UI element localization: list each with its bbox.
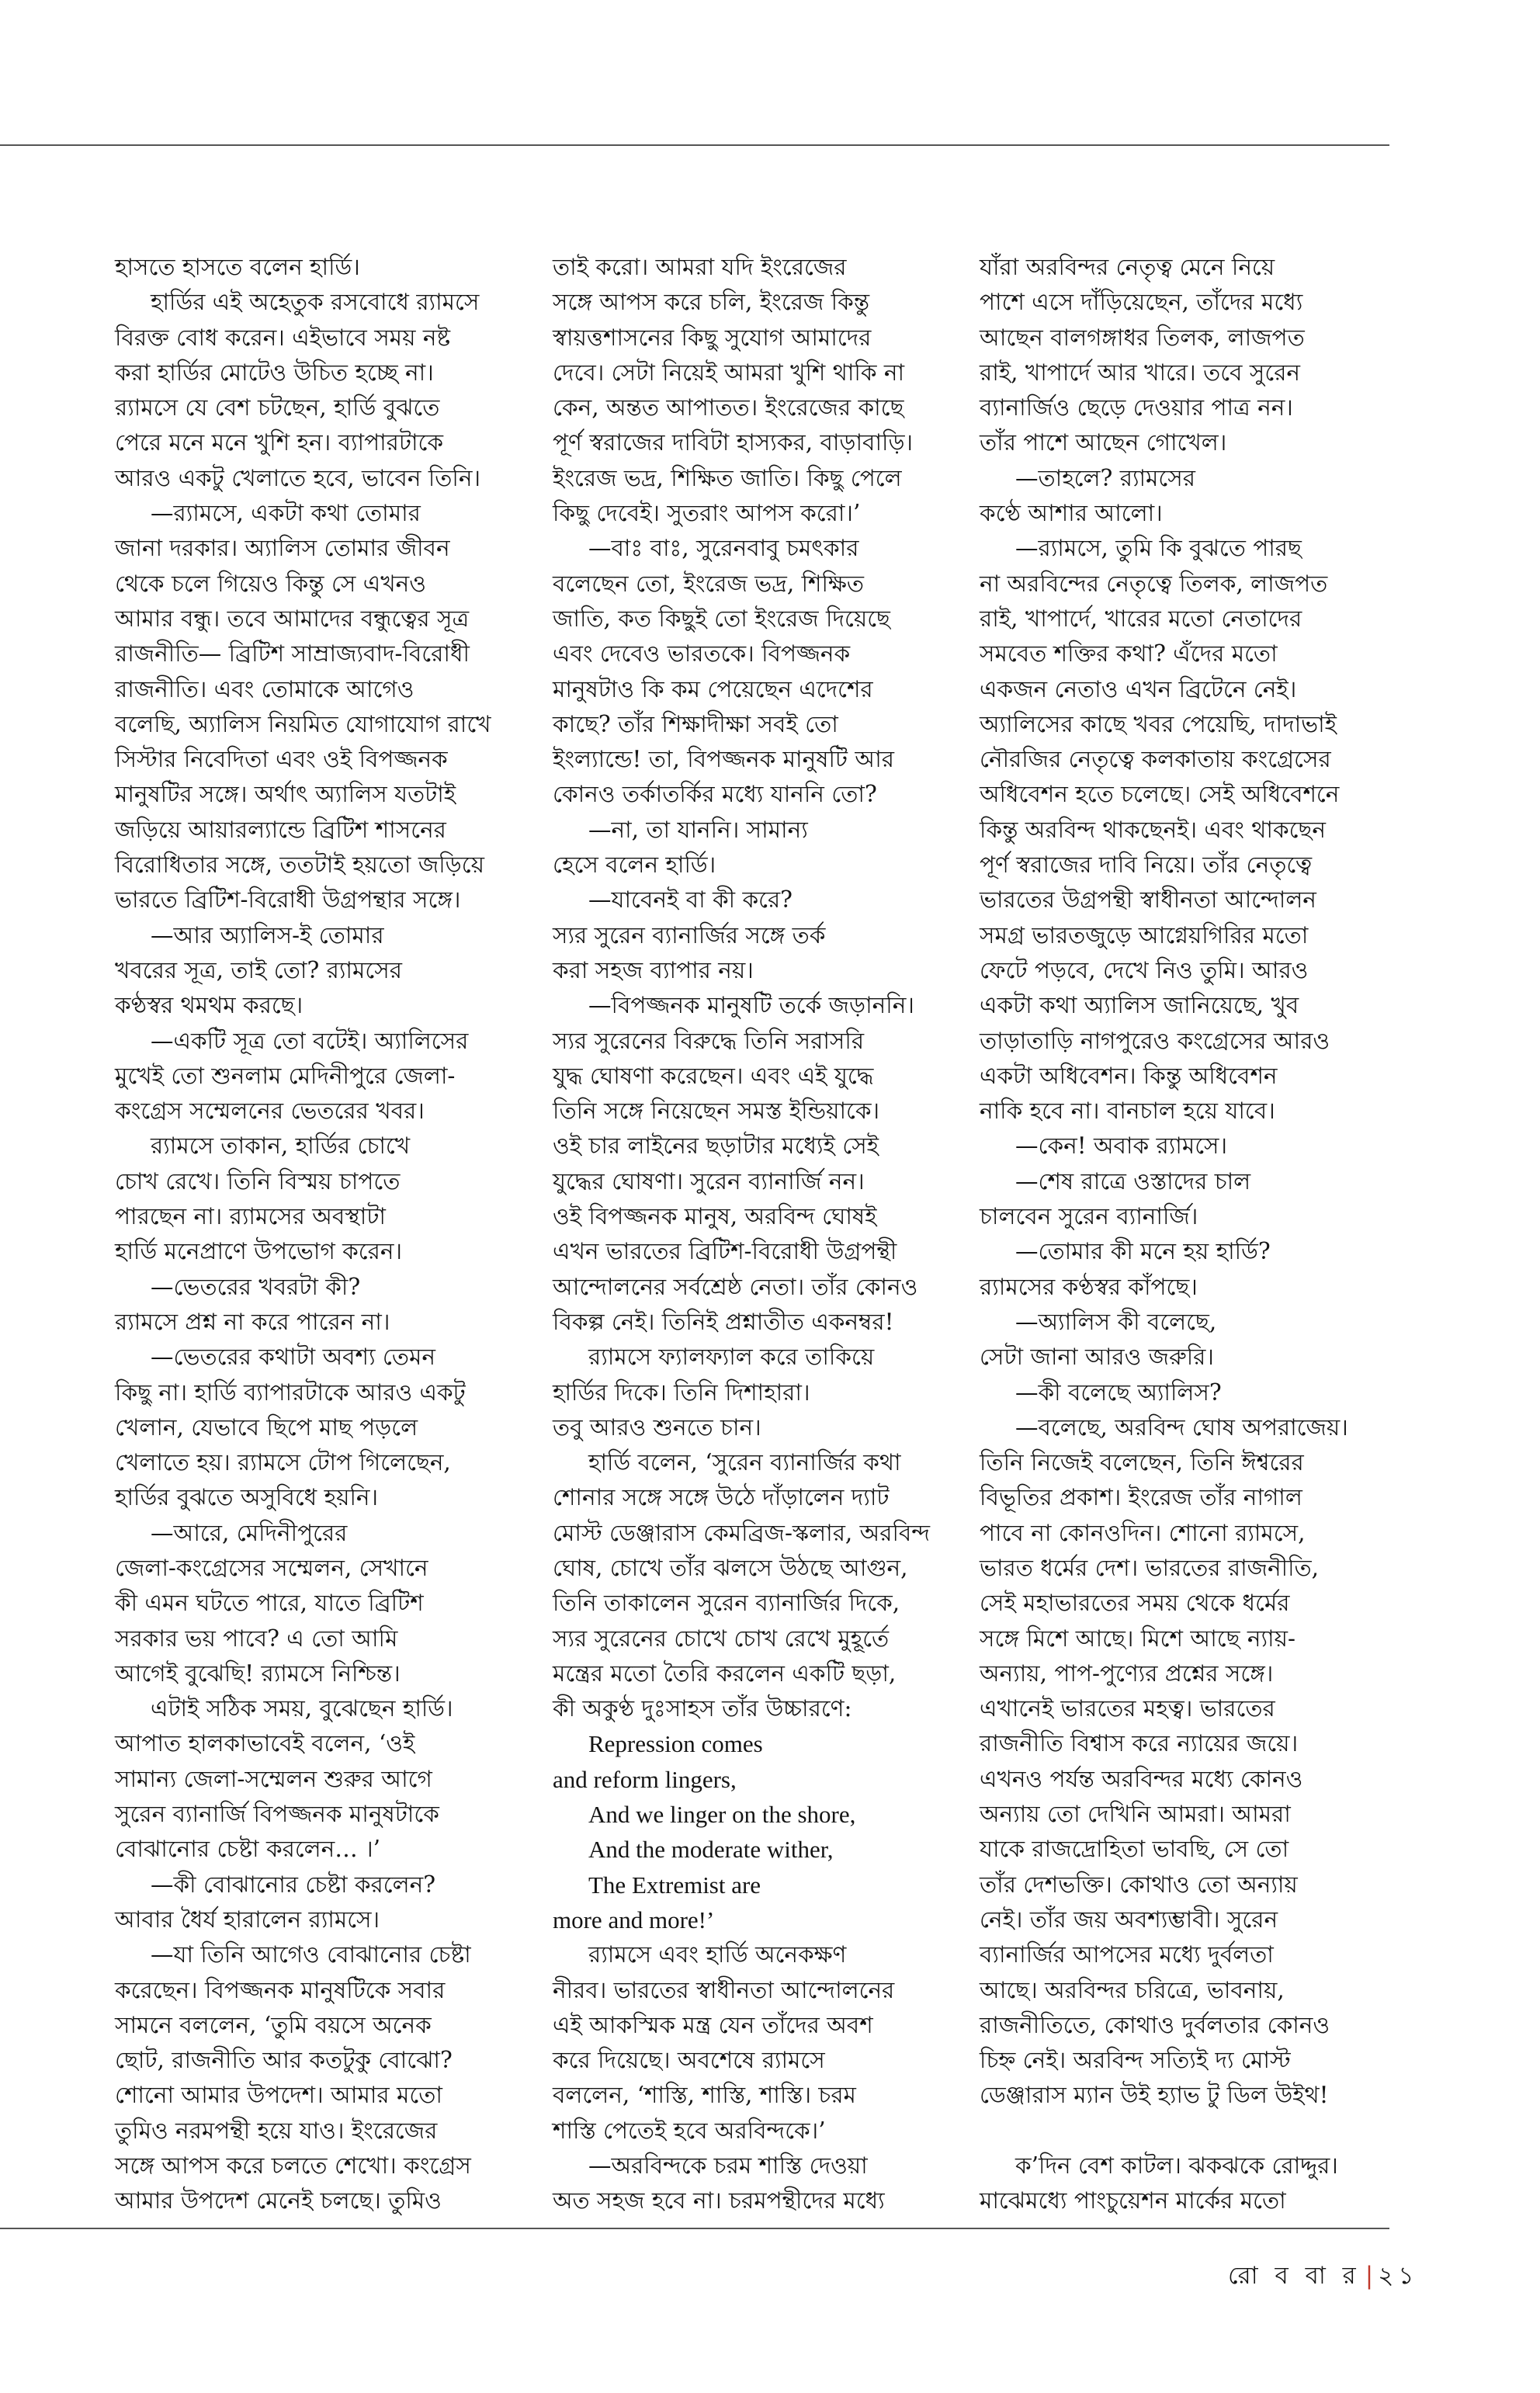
- text-line: সঙ্গে আপস করে চলি, ইংরেজ কিন্তু: [553, 289, 870, 316]
- text-line: সমবেত শক্তির কথা? এঁদের মতো: [980, 640, 1278, 668]
- text-line: এখনও পর্যন্ত অরবিন্দর মধ্যে কোনও: [980, 1765, 1303, 1792]
- text-line: শোনার সঙ্গে সঙ্গে উঠে দাঁড়ালেন দ্যাট: [553, 1484, 890, 1511]
- text-line: রাজনীতি বিশ্বাস করে ন্যায়ের জয়ে।: [980, 1730, 1299, 1757]
- text-line: ভারত ধর্মের দেশ। ভারতের রাজনীতি,: [980, 1554, 1320, 1581]
- text-line: থেকে চলে গিয়েও কিন্তু সে এখনও: [115, 570, 426, 597]
- text-line: র‍্যামসে তাকান, হার্ডির চোখে: [151, 1132, 411, 1160]
- text-line: —ভেতরের কথাটা অবশ্য তেমন: [151, 1344, 436, 1371]
- text-line: স্যর সুরেন ব্যানার্জির সঙ্গে তর্ক: [553, 921, 826, 949]
- text-line: সঙ্গে মিশে আছে। মিশে আছে ন্যায়-: [980, 1625, 1295, 1652]
- text-line: —কী বোঝানোর চেষ্টা করলেন?: [151, 1871, 436, 1898]
- text-column-3: [980, 250, 1391, 2219]
- text-line: —একটি সূত্র তো বটেই। অ্যালিসের: [151, 1027, 469, 1054]
- text-line: ওই চার লাইনের ছড়াটার মধ্যেই সেই: [553, 1132, 879, 1160]
- text-line: অত সহজ হবে না। চরমপন্থীদের মধ্যে: [553, 2187, 885, 2214]
- text-line: মানুষটাও কি কম পেয়েছেন এদেশের: [553, 675, 873, 702]
- text-line: সরকার ভয় পাবে? এ তো আমি: [115, 1625, 398, 1652]
- text-line: এটাই সঠিক সময়, বুঝেছেন হার্ডি।: [151, 1695, 453, 1722]
- text-line: হার্ডি মনেপ্রাণে উপভোগ করেন।: [115, 1238, 403, 1265]
- text-line: সুরেন ব্যানার্জি বিপজ্জনক মানুষটাকে: [115, 1801, 439, 1828]
- text-line: ভারতে ব্রিটিশ-বিরোধী উগ্রপন্থার সঙ্গে।: [115, 886, 461, 914]
- text-line: সেটা জানা আরও জরুরি।: [980, 1344, 1214, 1371]
- text-line: কিছু না। হার্ডি ব্যাপারটাকে আরও একটু: [115, 1379, 466, 1406]
- text-line: বোঝানোর চেষ্টা করলেন… ।’: [115, 1836, 381, 1863]
- text-line: সিস্টার নিবেদিতা এবং ওই বিপজ্জনক: [115, 746, 448, 773]
- text-line: কোনও তর্কাতর্কির মধ্যে যাননি তো?: [553, 781, 877, 808]
- text-line: Repression comes: [588, 1730, 763, 1758]
- text-line: ব্যানার্জির আপসের মধ্যে দুর্বলতা: [980, 1941, 1274, 1968]
- text-line: পারছেন না। র‍্যামসের অবস্থাটা: [115, 1203, 386, 1230]
- text-line: ফেটে পড়বে, দেখে নিও তুমি। আরও: [980, 956, 1309, 983]
- text-line: এবং দেবেও ভারতকে। বিপজ্জনক: [553, 640, 851, 668]
- bottom-rule: [0, 2228, 1389, 2229]
- text-line: ইংরেজ ভদ্র, শিক্ষিত জাতি। কিছু পেলে: [553, 464, 902, 491]
- text-line: এখানেই ভারতের মহত্ব। ভারতের: [980, 1695, 1275, 1722]
- text-line: যুদ্ধের ঘোষণা। সুরেন ব্যানার্জি নন।: [553, 1167, 865, 1195]
- text-line: ওই বিপজ্জনক মানুষ, অরবিন্দ ঘোষই: [553, 1203, 877, 1230]
- text-line: —র‍্যামসে, তুমি কি বুঝতে পারছ: [1015, 535, 1302, 562]
- text-line: নৌরজির নেতৃত্বে কলকাতায় কংগ্রেসের: [980, 746, 1331, 773]
- text-line: রাজনীতি। এবং তোমাকে আগেও: [115, 675, 414, 702]
- text-line: মাঝেমধ্যে পাংচুয়েশন মার্কের মতো: [980, 2187, 1286, 2214]
- text-line: ছোট, রাজনীতি আর কতটুকু বোঝো?: [115, 2047, 453, 2074]
- text-line: কী অকুণ্ঠ দুঃসাহস তাঁর উচ্চারণে:: [553, 1695, 852, 1722]
- text-line: ভারতের উগ্রপন্থী স্বাধীনতা আন্দোলন: [980, 886, 1316, 914]
- text-line: হার্ডি বলেন, ‘সুরেন ব্যানার্জির কথা: [588, 1449, 901, 1476]
- text-line: হার্ডির বুঝতে অসুবিধে হয়নি।: [115, 1484, 379, 1511]
- page-number: ২১: [1378, 2262, 1419, 2290]
- text-line: নাকি হবে না। বানচাল হয়ে যাবে।: [980, 1098, 1275, 1125]
- text-line: দেবে। সেটা নিয়েই আমরা খুশি থাকি না: [553, 359, 904, 386]
- text-line: বিকল্প নেই। তিনিই প্রশ্নাতীত একনম্বর!: [553, 1308, 894, 1335]
- text-line: more and more!’: [553, 1906, 715, 1933]
- text-line: আছেন বালগঙ্গাধর তিলক, লাজপত: [980, 324, 1305, 351]
- text-line: —অরবিন্দকে চরম শাস্তি দেওয়া: [588, 2152, 868, 2180]
- text-line: খেলান, যেভাবে ছিপে মাছ পড়লে: [115, 1413, 418, 1441]
- text-line: ক’দিন বেশ কাটল। ঝকঝকে রোদ্দুর।: [1015, 2152, 1338, 2180]
- text-line: তাঁর পাশে আছেন গোখেল।: [980, 429, 1227, 456]
- text-line: যাঁরা অরবিন্দর নেতৃত্ব মেনে নিয়ে: [980, 254, 1275, 280]
- text-line: চিহ্ন নেই। অরবিন্দ সত্যিই দ্য মোস্ট: [980, 2047, 1291, 2074]
- text-line: বলেছেন তো, ইংরেজ ভদ্র, শিক্ষিত: [553, 570, 864, 597]
- text-line: কেন, অন্তত আপাতত। ইংরেজের কাছে: [553, 394, 904, 421]
- text-line: তাড়াতাড়ি নাগপুরেও কংগ্রেসের আরও: [980, 1027, 1330, 1054]
- text-line: তুমিও নরমপন্থী হয়ে যাও। ইংরেজের: [115, 2117, 438, 2144]
- text-line: স্যর সুরেনের চোখে চোখ রেখে মুহূর্তে: [553, 1625, 890, 1652]
- text-line: আপাত হালকাভাবেই বলেন, ‘ওই: [115, 1730, 415, 1757]
- text-line: তিনি তাকালেন সুরেন ব্যানার্জির দিকে,: [553, 1590, 900, 1617]
- text-line: একজন নেতাও এখন ব্রিটেনে নেই।: [980, 675, 1297, 702]
- text-line: বিভূতির প্রকাশ। ইংরেজ তাঁর নাগাল: [980, 1484, 1302, 1511]
- page-footer: [1228, 2257, 1418, 2298]
- text-line: —বিপজ্জনক মানুষটি তর্কে জড়াননি।: [588, 992, 914, 1019]
- text-line: জাতি, কত কিছুই তো ইংরেজ দিয়েছে: [553, 605, 890, 632]
- text-line: তাই করো। আমরা যদি ইংরেজের: [553, 254, 847, 280]
- text-line: করে দিয়েছে। অবশেষে র‍্যামসে: [553, 2047, 825, 2074]
- text-line: হার্ডির এই অহেতুক রসবোধে র‍্যামসে: [151, 289, 480, 316]
- text-line: না অরবিন্দের নেতৃত্বে তিলক, লাজপত: [980, 570, 1328, 597]
- text-line: র‍্যামসে প্রশ্ন না করে পারেন না।: [115, 1308, 390, 1335]
- text-line: পূর্ণ স্বরাজের দাবিটা হাস্যকর, বাড়াবাড়ি।: [553, 429, 914, 456]
- text-line: আমার বন্ধু। তবে আমাদের বন্ধুত্বের সূত্র: [115, 605, 470, 632]
- text-line: আগেই বুঝেছি! র‍্যামসে নিশ্চিন্ত।: [115, 1659, 401, 1687]
- text-line: মানুষটির সঙ্গে। অর্থাৎ অ্যালিস যতটাই: [115, 781, 456, 808]
- text-line: পূর্ণ স্বরাজের দাবি নিয়ে। তাঁর নেতৃত্বে: [980, 851, 1313, 879]
- text-line: বিরক্ত বোধ করেন। এইভাবে সময় নষ্ট: [115, 324, 451, 351]
- text-line: And the moderate wither,: [588, 1836, 834, 1864]
- text-line: —অ্যালিস কী বলেছে,: [1015, 1308, 1217, 1335]
- text-line: —ভেতরের খবরটা কী?: [151, 1273, 361, 1300]
- text-column-1: [115, 250, 519, 2219]
- text-line: র‍্যামসে ফ্যালফ্যাল করে তাকিয়ে: [588, 1344, 875, 1371]
- text-line: জানা দরকার। অ্যালিস তোমার জীবন: [115, 535, 450, 562]
- text-line: অ্যালিসের কাছে খবর পেয়েছি, দাদাভাই: [980, 710, 1337, 737]
- text-line: —বলেছে, অরবিন্দ ঘোষ অপরাজেয়।: [1015, 1413, 1348, 1441]
- text-line: —বাঃ বাঃ, সুরেনবাবু চমৎকার: [588, 535, 859, 562]
- text-line: করা সহজ ব্যাপার নয়।: [553, 956, 754, 983]
- text-line: সঙ্গে আপস করে চলতে শেখো। কংগ্রেস: [115, 2152, 471, 2180]
- text-line: করেছেন। বিপজ্জনক মানুষটিকে সবার: [115, 1976, 446, 2003]
- text-line: রাজনীতি— ব্রিটিশ সাম্রাজ্যবাদ-বিরোধী: [115, 640, 470, 668]
- text-line: ডেঞ্জারাস ম্যান উই হ্যাভ টু ডিল উইথ!: [980, 2082, 1329, 2109]
- text-line: রাই, খাপার্দে, খারের মতো নেতাদের: [980, 605, 1302, 632]
- text-line: কিছু দেবেই। সুতরাং আপস করো।’: [553, 500, 861, 527]
- text-line: মোস্ট ডেঞ্জারাস কেমব্রিজ-স্কলার, অরবিন্দ: [553, 1519, 930, 1546]
- text-line: পেরে মনে মনে খুশি হন। ব্যাপারটাকে: [115, 429, 444, 456]
- text-line: পাবে না কোনওদিন। শোনো র‍্যামসে,: [980, 1519, 1306, 1546]
- text-line: নীরব। ভারতের স্বাধীনতা আন্দোলনের: [553, 1976, 895, 2003]
- text-line: And we linger on the shore,: [588, 1801, 856, 1829]
- top-rule: [0, 144, 1389, 146]
- text-line: —যাবেনই বা কী করে?: [588, 886, 793, 914]
- text-line: রাই, খাপার্দে আর খারে। তবে সুরেন: [980, 359, 1301, 386]
- text-line: নেই। তাঁর জয় অবশ্যম্ভাবী। সুরেন: [980, 1906, 1278, 1933]
- text-line: জেলা-কংগ্রেসের সম্মেলন, সেখানে: [115, 1554, 428, 1581]
- text-line: তাঁর দেশভক্তি। কোথাও তো অন্যায়: [980, 1871, 1298, 1898]
- text-line: সামান্য জেলা-সম্মেলন শুরুর আগে: [115, 1765, 432, 1792]
- text-line: আরও একটু খেলাতে হবে, ভাবেন তিনি।: [115, 464, 480, 491]
- text-line: শোনো আমার উপদেশ। আমার মতো: [115, 2082, 442, 2109]
- text-line: চোখ রেখে। তিনি বিস্ময় চাপতে: [115, 1167, 401, 1195]
- text-line: —তাহলে? র‍্যামসের: [1015, 464, 1196, 491]
- text-line: চালবেন সুরেন ব্যানার্জি।: [980, 1203, 1198, 1230]
- text-line: —তোমার কী মনে হয় হার্ডি?: [1015, 1238, 1271, 1265]
- text-line: তিনি সঙ্গে নিয়েছেন সমস্ত ইন্ডিয়াকে।: [553, 1098, 880, 1125]
- text-line: ইংল্যান্ডে! তা, বিপজ্জনক মানুষটি আর: [553, 746, 895, 773]
- text-line: রাজনীতিতে, কোথাও দুর্বলতার কোনও: [980, 2011, 1330, 2038]
- text-line: কংগ্রেস সম্মেলনের ভেতরের খবর।: [115, 1098, 425, 1125]
- text-line: অধিবেশন হতে চলেছে। সেই অধিবেশনে: [980, 781, 1340, 808]
- text-line: —র‍্যামসে, একটা কথা তোমার: [151, 500, 421, 527]
- text-line: মন্ত্রের মতো তৈরি করলেন একটি ছড়া,: [553, 1659, 897, 1687]
- text-line: সমগ্র ভারতজুড়ে আগ্নেয়গিরির মতো: [980, 921, 1309, 949]
- text-line: র‍্যামসে যে বেশ চটছেন, হার্ডি বুঝতে: [115, 394, 440, 421]
- text-line: পাশে এসে দাঁড়িয়েছেন, তাঁদের মধ্যে: [980, 289, 1303, 316]
- text-line: অন্যায় তো দেখিনি আমরা। আমরা: [980, 1801, 1291, 1828]
- text-line: স্যর সুরেনের বিরুদ্ধে তিনি সরাসরি: [553, 1027, 865, 1054]
- text-line: কণ্ঠস্বর থমথম করছে।: [115, 992, 303, 1019]
- text-line: জড়িয়ে আয়ারল্যান্ডে ব্রিটিশ শাসনের: [115, 816, 446, 843]
- text-line: অন্যায়, পাপ-পুণ্যের প্রশ্নের সঙ্গে।: [980, 1659, 1274, 1687]
- text-line: বললেন, ‘শাস্তি, শাস্তি, শাস্তি। চরম: [553, 2082, 856, 2109]
- text-line: একটা কথা অ্যালিস জানিয়েছে, খুব: [980, 992, 1299, 1019]
- text-line: আবার ধৈর্য হারালেন র‍্যামসে।: [115, 1906, 380, 1933]
- text-line: একটা অধিবেশন। কিন্তু অধিবেশন: [980, 1062, 1278, 1089]
- text-line: —আরে, মেদিনীপুরের: [151, 1519, 348, 1546]
- text-column-2: [553, 250, 964, 2219]
- text-line: এই আকস্মিক মন্ত্র যেন তাঁদের অবশ: [553, 2011, 873, 2038]
- text-line: বিরোধিতার সঙ্গে, ততটাই হয়তো জড়িয়ে: [115, 851, 484, 879]
- text-line: খবরের সূত্র, তাই তো? র‍্যামসের: [115, 956, 402, 983]
- text-line: —শেষ রাত্রে ওস্তাদের চাল: [1015, 1167, 1251, 1195]
- text-line: করা হার্ডির মোটেও উচিত হচ্ছে না।: [115, 359, 434, 386]
- text-line: শাস্তি পেতেই হবে অরবিন্দকে।’: [553, 2117, 826, 2144]
- text-line: আছে। অরবিন্দর চরিত্রে, ভাবনায়,: [980, 1976, 1285, 2003]
- magazine-name: রো ব বা র: [1228, 2262, 1361, 2290]
- text-line: —না, তা যাননি। সামান্য: [588, 816, 808, 843]
- text-line: আন্দোলনের সর্বশ্রেষ্ঠ নেতা। তাঁর কোনও: [553, 1273, 918, 1300]
- text-line: হার্ডির দিকে। তিনি দিশাহারা।: [553, 1379, 810, 1406]
- text-line: র‍্যামসের কণ্ঠস্বর কাঁপছে।: [980, 1273, 1198, 1300]
- text-line: হাসতে হাসতে বলেন হার্ডি।: [115, 254, 360, 280]
- text-line: and reform lingers,: [553, 1765, 737, 1793]
- footer-separator: |: [1365, 2262, 1374, 2290]
- text-line: মুখেই তো শুনলাম মেদিনীপুরে জেলা-: [115, 1062, 456, 1089]
- text-line: বলেছি, অ্যালিস নিয়মিত যোগাযোগ রাখে: [115, 710, 491, 737]
- text-line: র‍্যামসে এবং হার্ডি অনেকক্ষণ: [588, 1941, 847, 1968]
- text-line: হেসে বলেন হার্ডি।: [553, 851, 716, 879]
- text-line: কাছে? তাঁর শিক্ষাদীক্ষা সবই তো: [553, 710, 838, 737]
- text-line: ঘোষ, চোখে তাঁর ঝলসে উঠছে আগুন,: [553, 1554, 908, 1581]
- text-line: The Extremist are: [588, 1871, 761, 1899]
- text-line: সেই মহাভারতের সময় থেকে ধর্মের: [980, 1590, 1290, 1617]
- text-line: কিন্তু অরবিন্দ থাকছেনই। এবং থাকছেন: [980, 816, 1326, 843]
- text-line: স্বায়ত্তশাসনের কিছু সুযোগ আমাদের: [553, 324, 872, 351]
- text-line: আমার উপদেশ মেনেই চলছে। তুমিও: [115, 2187, 442, 2214]
- text-line: যুদ্ধ ঘোষণা করেছেন। এবং এই যুদ্ধে: [553, 1062, 874, 1089]
- text-line: তবু আরও শুনতে চান।: [553, 1413, 761, 1441]
- text-line: এখন ভারতের ব্রিটিশ-বিরোধী উগ্রপন্থী: [553, 1238, 897, 1265]
- text-line: [980, 2114, 1391, 2148]
- text-line: —যা তিনি আগেও বোঝানোর চেষ্টা: [151, 1941, 471, 1968]
- text-line: —আর অ্যালিস-ই তোমার: [151, 921, 384, 949]
- text-line: কী এমন ঘটতে পারে, যাতে ব্রিটিশ: [115, 1590, 424, 1617]
- text-line: যাকে রাজদ্রোহিতা ভাবছি, সে তো: [980, 1836, 1289, 1863]
- text-line: —কেন! অবাক র‍্যামসে।: [1015, 1132, 1228, 1160]
- text-line: —কী বলেছে অ্যালিস?: [1015, 1379, 1222, 1406]
- text-line: সামনে বললেন, ‘তুমি বয়সে অনেক: [115, 2011, 432, 2038]
- text-line: ব্যানার্জিও ছেড়ে দেওয়ার পাত্র নন।: [980, 394, 1293, 421]
- text-line: খেলাতে হয়। র‍্যামসে টোপ গিলেছেন,: [115, 1449, 451, 1476]
- text-line: তিনি নিজেই বলেছেন, তিনি ঈশ্বরের: [980, 1449, 1304, 1476]
- text-line: কণ্ঠে আশার আলো।: [980, 500, 1163, 527]
